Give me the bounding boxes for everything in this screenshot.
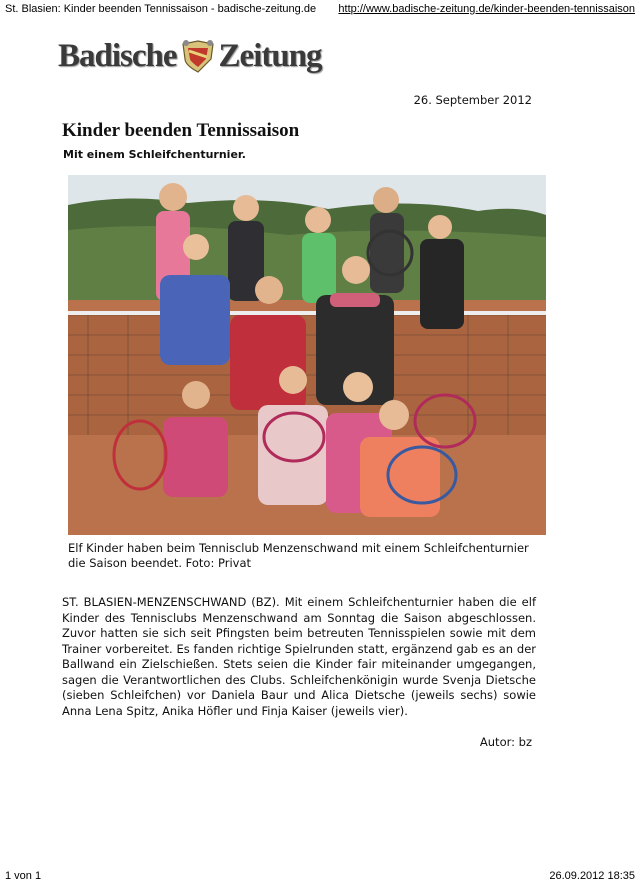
article-author: Autor: bz bbox=[479, 735, 532, 749]
team-photo-illustration bbox=[68, 175, 546, 535]
print-footer bbox=[5, 870, 635, 882]
printed-timestamp: 26.09.2012 18:35 bbox=[549, 870, 635, 882]
newspaper-logo[interactable] bbox=[58, 36, 322, 76]
article-date: 26. September 2012 bbox=[413, 93, 532, 107]
page-count: 1 von 1 bbox=[5, 870, 42, 882]
crest-icon bbox=[180, 39, 216, 73]
print-url-link[interactable]: http://www.badische-zeitung.de/kinder-beenden-tennissaison bbox=[338, 3, 635, 15]
logo-word-left: Badische bbox=[58, 37, 177, 74]
article-body: ST. BLASIEN-MENZENSCHWAND (BZ). Mit einem Schleifchenturnier haben die elf Kinder des Tennisclubs Menzenschwand am Sonntag die Saison abgeschlossen. Zuvor hatten sie sich seit Pfingsten beim betreuten Tennisspielen sowie mit dem Trainer vorbereitet. Es fanden richtige Spielrunden statt, ergänzend gab es an der Ballwand ein Zielschießen. Stets seien die Kinder fair miteinander umgegangen, sagen die Verantwortlichen des Clubs. Schleifchenkönigin wurde Svenja Dietsche (sieben Schleifchen) vor Daniela Baur und Alica Dietsche (jeweils sechs) sowie Anna Lena Spitz, Anika Höfler und Finja Kaiser (jeweils vier). bbox=[62, 595, 536, 718]
article-subtitle: Mit einem Schleifchenturnier. bbox=[63, 148, 246, 161]
print-header bbox=[5, 3, 635, 15]
article-photo bbox=[68, 175, 546, 535]
article-headline: Kinder beenden Tennissaison bbox=[62, 120, 300, 141]
print-page-title: St. Blasien: Kinder beenden Tennissaison - badische-zeitung.de bbox=[5, 3, 317, 15]
logo-word-right: Zeitung bbox=[218, 37, 322, 74]
photo-caption: Elf Kinder haben beim Tennisclub Menzenschwand mit einem Schleifchenturnier die Saison beendet. Foto: Privat bbox=[68, 541, 529, 570]
